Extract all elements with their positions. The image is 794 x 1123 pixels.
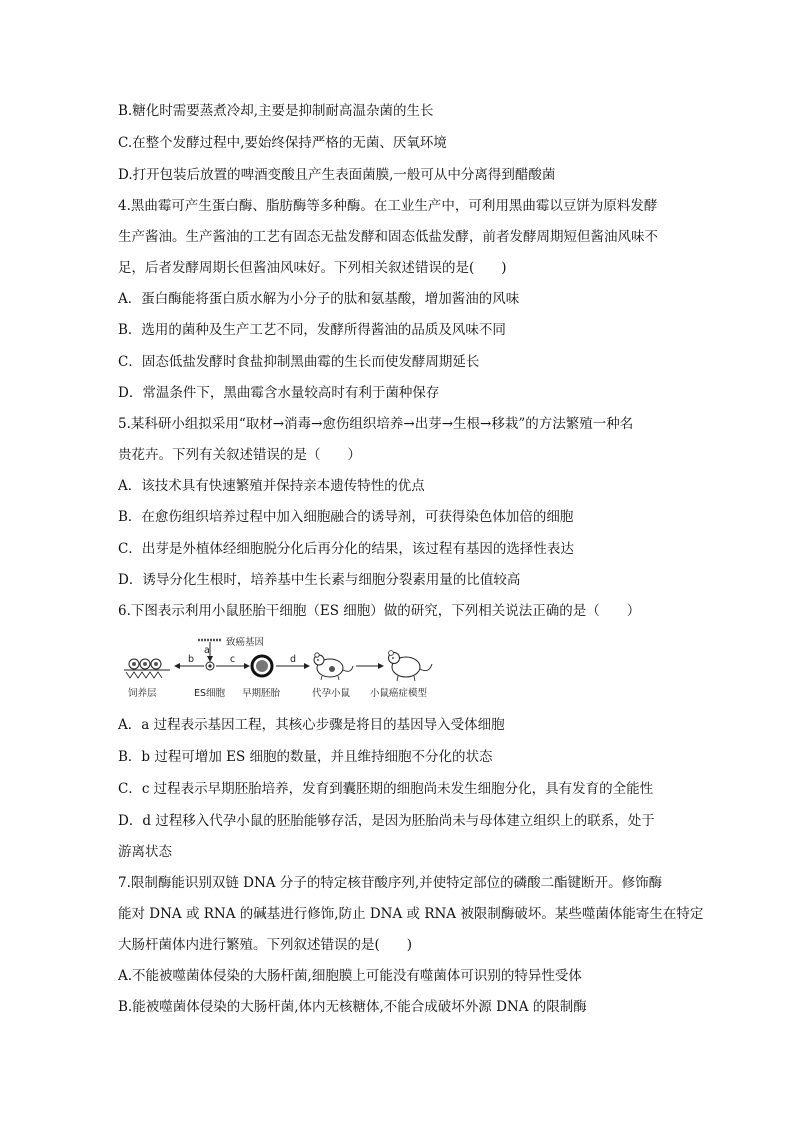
caption-embryo: 早期胚胎 [242, 688, 281, 699]
gene-label: 致癌基因 [226, 637, 265, 648]
q4-option-d: D．常温条件下，黑曲霉含水量较高时有利于菌种保存 [118, 385, 440, 401]
label-b: b [188, 654, 195, 665]
q5-option-a: A．该技术具有快速繁殖并保持亲本遗传特性的优点 [118, 478, 425, 494]
caption-model: 小鼠癌症模型 [370, 688, 428, 699]
q6-option-c: C．c 过程表示早期胚胎培养，发育到囊胚期的细胞尚未发生细胞分化，具有发育的全能性 [118, 781, 654, 797]
q7-stem-line-2: 能对 DNA 或 RNA 的碱基进行修饰,防止 DNA 或 RNA 被限制酶破坏。某些噬菌体能寄生在特定 [118, 906, 704, 922]
q7-stem-line-1: 7.限制酶能识别双链 DNA 分子的特定核苷酸序列,并使特定部位的磷酸二酯键断开。修饰酶 [118, 875, 663, 891]
q5-option-b: B．在愈伤组织培养过程中加入细胞融合的诱导剂，可获得染色体加倍的细胞 [118, 509, 574, 525]
caption-feeder: 饲养层 [128, 688, 157, 699]
es-cell-diagram [118, 636, 438, 702]
caption-surrogate: 代孕小鼠 [312, 688, 351, 699]
feeder-layer-cells [124, 659, 170, 678]
label-c: c [230, 654, 236, 665]
q3-option-b: B.糖化时需要蒸煮冷却,主要是抑制耐高温杂菌的生长 [118, 103, 434, 119]
label-a: a [204, 645, 210, 656]
q7-stem-line-3: 大肠杆菌体内进行繁殖。下列叙述错误的是( ) [118, 937, 413, 953]
q6-stem: 6.下图表示利用小鼠胚胎干细胞（ES 细胞）做的研究，下列相关说法正确的是（ ） [118, 603, 641, 619]
q4-stem-line-3: 足，后者发酵周期长但酱油风味好。下列相关叙述错误的是( ) [118, 260, 507, 276]
label-d: d [290, 654, 297, 665]
q7-option-b: B.能被噬菌体侵染的大肠杆菌,体内无核糖体,不能合成破坏外源 DNA 的限制酶 [118, 999, 587, 1015]
q6-option-d-line-1: D．d 过程移入代孕小鼠的胚胎能够存活，是因为胚胎尚未与母体建立组织上的联系，处于 [118, 813, 655, 829]
q4-option-c: C．固态低盐发酵时食盐抑制黑曲霉的生长而使发酵周期延长 [118, 354, 480, 370]
q6-option-a: A．a 过程表示基因工程，其核心步骤是将目的基因导入受体细胞 [118, 717, 505, 733]
q5-option-d: D．诱导分化生根时，培养基中生长素与细胞分裂素用量的比值较高 [118, 572, 521, 588]
q5-stem-line-1: 5.某科研小组拟采用“取材→消毒→愈伤组织培养→出芽→生根→移栽”的方法繁殖一种名 [118, 416, 634, 432]
q3-option-d: D.打开包装后放置的啤酒变酸且产生表面菌膜,一般可从中分离得到醋酸菌 [118, 167, 556, 183]
surrogate-mouse-icon [314, 653, 353, 680]
q6-option-d-line-2: 游离状态 [118, 844, 172, 860]
q4-option-b: B．选用的菌种及生产工艺不同，发酵所得酱油的品质及风味不同 [118, 322, 506, 338]
q5-option-c: C．出芽是外植体经细胞脱分化后再分化的结果，该过程有基因的选择性表达 [118, 541, 574, 557]
q4-stem-line-1: 4.黑曲霉可产生蛋白酶、脂肪酶等多种酶。在工业生产中，可利用黑曲霉以豆饼为原料发酵 [118, 198, 658, 214]
caption-es-cell: ES细胞 [194, 688, 226, 699]
q4-stem-line-2: 生产酱油。生产酱油的工艺有固态无盐发酵和固态低盐发酵，前者发酵周期短但酱油风味不 [118, 229, 658, 245]
q3-option-c: C.在整个发酵过程中,要始终保持严格的无菌、厌氧环境 [118, 135, 447, 151]
q7-option-a: A.不能被噬菌体侵染的大肠杆菌,细胞膜上可能没有噬菌体可识别的特异性受体 [118, 968, 582, 984]
q6-option-b: B．b 过程可增加 ES 细胞的数量，并且维持细胞不分化的状态 [118, 749, 493, 765]
model-mouse-icon [389, 651, 433, 681]
q4-option-a: A．蛋白酶能将蛋白质水解为小分子的肽和氨基酸，增加酱油的风味 [118, 291, 520, 307]
q5-stem-line-2: 贵花卉。下列有关叙述错误的是（ ） [118, 447, 361, 463]
